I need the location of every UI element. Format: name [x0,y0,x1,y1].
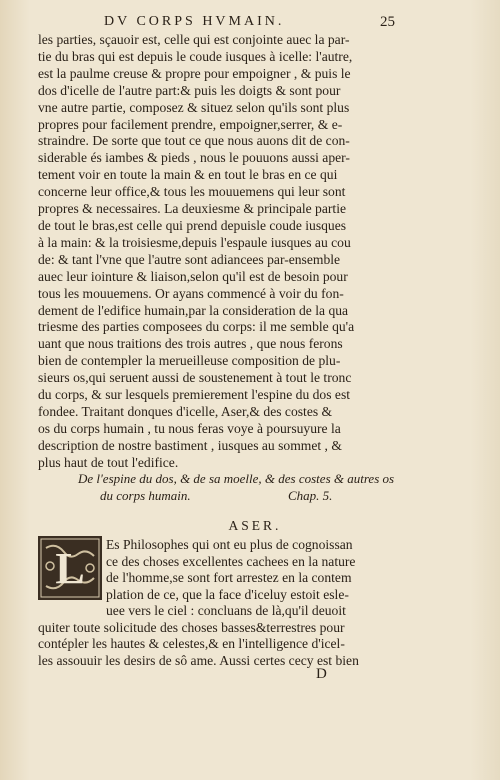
text-line: siderable és iambes & pieds , nous le pouuons aussi aper- [38,150,350,166]
body-paragraph [38,32,394,472]
text-line: de tout le bras,est celle qui prend depuisle coude iusques [38,217,347,233]
dropcap-letter: L [55,544,85,593]
page-number: 25 [380,14,395,30]
text-line: tie du bras qui est depuis le coude iusques à icelle: l'autre, [38,48,353,64]
running-title: DV CORPS HVMAIN. [104,14,285,29]
chapter-number: Chap. 5. [288,488,333,503]
text-line: de: & tant l'vne que l'autre sont adiancees par-ensemble [38,251,341,267]
chapter-heading-line2: du corps humain. [100,488,191,503]
text-line: est la paulme creuse & propre pour empoigner , & puis le [38,65,351,81]
text-line: dos d'icelle de l'autre part:& puis les doigts & sont pour [38,82,341,98]
signature-mark: D [316,666,327,682]
text-line: quiter toute solicitude des choses basses&terrestres pour [38,619,345,635]
text-line: plation de ce, que la face d'iceluy estoit esle- [106,586,349,602]
text-line: concerne leur office,& tous les mouuemens qui leur sont [38,184,346,200]
text-line: propres pour facilement prendre, empoigner,serrer, & e- [38,116,343,132]
text-line: sieurs os,qui seruent aussi de soustenement à tout le tronc [38,370,352,386]
text-line: os du corps humain , tu nous feras voye à poursuyure la [38,420,341,436]
text-line: propres & necessaires. La deuxiesme & principale partie [38,201,347,217]
text-line: uee vers le ciel : concluans de là,qu'il deuoit [106,603,346,618]
page-header [0,14,500,34]
text-line: de l'homme,se sont fort arrestez en la contem [106,570,352,585]
text-line: à la main: & la troisiesme,depuis l'espaule iusques au cou [38,234,351,250]
text-line: uant que nous traitions des trois autres , que nous ferons [38,336,343,352]
text-line: fondee. Traitant donques d'icelle, Aser,& des costes & [38,403,333,419]
text-line: description de nostre bastiment , iusques au sommet , & [38,437,342,453]
speaker-name: ASER. [228,518,282,533]
text-line: dement de l'edifice humain,par la consideration de la qua [38,302,349,318]
text-line: ce des choses excellentes cachees en la nature [106,553,356,569]
text-line: triesme des parties composees du corps: il me semble qu'a [38,319,355,335]
text-line: du corps, & sur lesquels premierement l'espine du dos est [38,387,351,403]
chapter-heading [78,470,398,504]
text-line: les assouuir les desirs de sô ame. Aussi certes cecy est bien [38,652,359,668]
text-line: bien de contempler la merueilleuse composition de plu- [38,353,341,369]
text-line: auec leur iointure & liaison,selon qu'il est de besoin pour [38,268,348,284]
text-line: Es Philosophes qui ont eu plus de cognoissan [106,537,353,552]
text-line: plus haut de tout l'edifice. [38,454,179,470]
text-line: tous les mouuemens. Or ayans commencé à voir du fon- [38,285,344,301]
text-line: les parties, sçauoir est, celle qui est conjointe auec la par- [38,32,350,47]
text-line: vne autre partie, composez & situez selon qu'ils sont plus [38,99,350,115]
text-line: contépler les hautes & celestes,& en l'intelligence d'icel- [38,636,345,651]
text-line: straindre. De sorte que tout ce que nous auons dit de con- [38,133,350,149]
chapter-heading-line1: De l'espine du dos, & de sa moelle, & des costes & autres os [78,471,395,486]
text-line: tement voir en toute la main & en tout le bras en ce qui [38,167,338,183]
aser-paragraph [38,537,394,669]
